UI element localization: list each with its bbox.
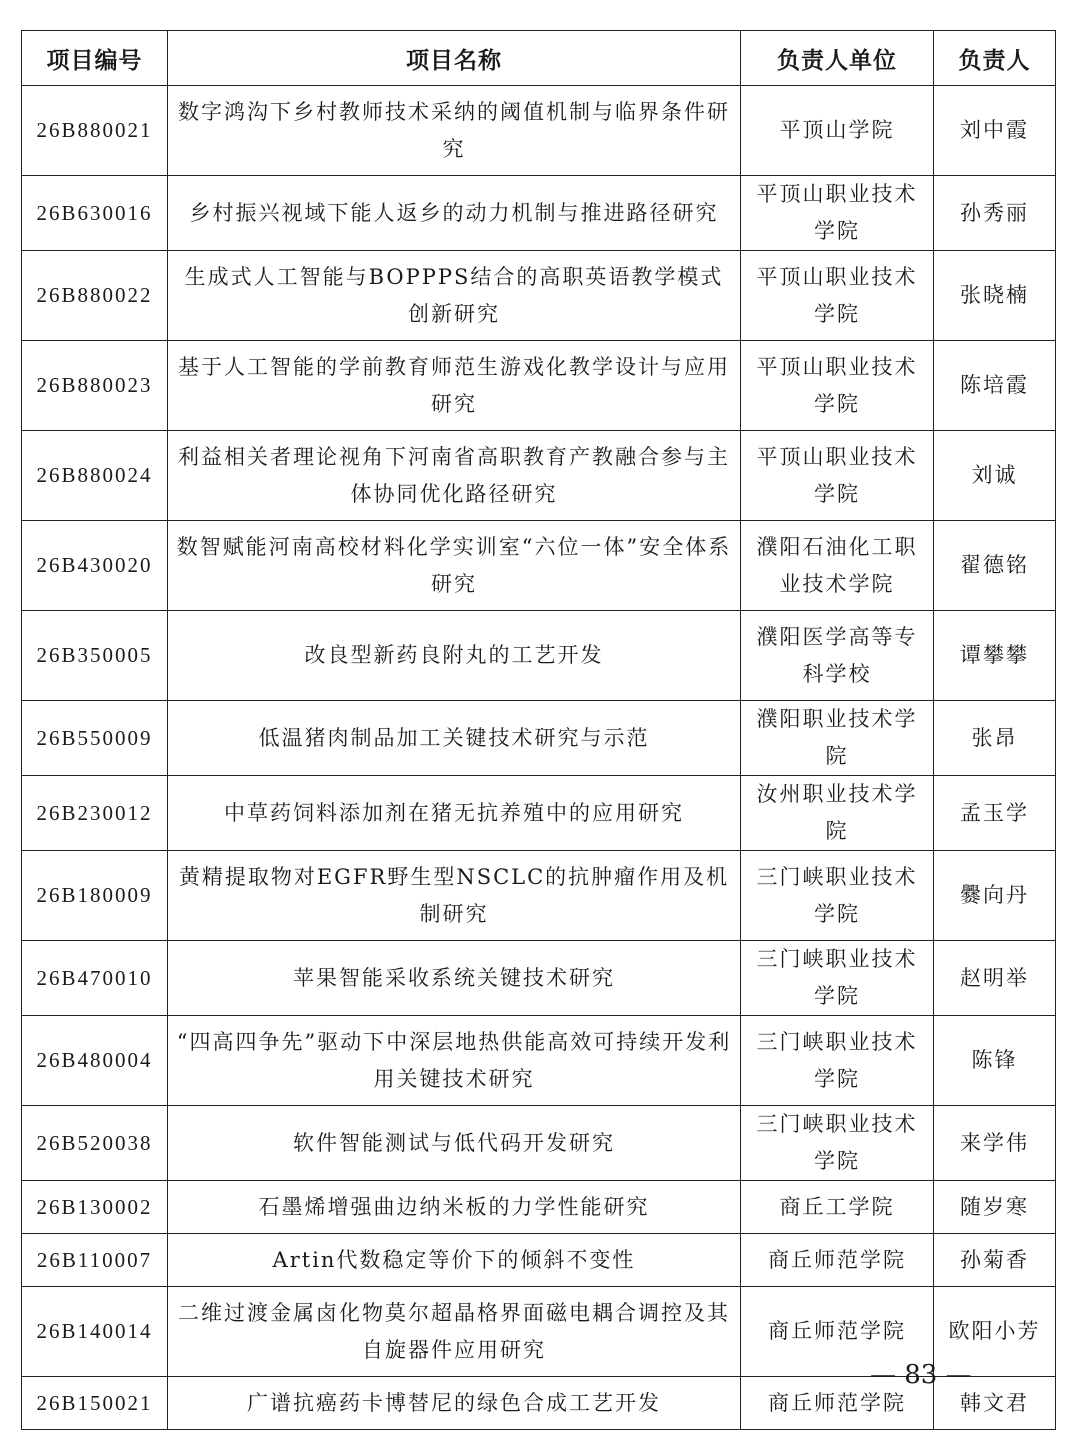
table-row — [22, 851, 1056, 941]
cell-project-name: “四高四争先”驱动下中深层地热供能高效可持续开发利用关键技术研究 — [168, 1016, 741, 1106]
cell-person: 孙秀丽 — [934, 176, 1056, 251]
cell-person: 孙菊香 — [934, 1234, 1056, 1287]
table-row — [22, 251, 1056, 341]
table-row — [22, 701, 1056, 776]
cell-project-code: 26B880023 — [22, 341, 168, 431]
cell-person: 陈锋 — [934, 1016, 1056, 1106]
header-project-name: 项目名称 — [168, 31, 741, 86]
cell-project-code: 26B880021 — [22, 86, 168, 176]
cell-project-name: 二维过渡金属卤化物莫尔超晶格界面磁电耦合调控及其自旋器件应用研究 — [168, 1287, 741, 1377]
page-number: — 83 — — [870, 1360, 972, 1390]
table-row — [22, 431, 1056, 521]
cell-project-code: 26B630016 — [22, 176, 168, 251]
cell-person: 欧阳小芳 — [934, 1287, 1056, 1377]
table-row — [22, 941, 1056, 1016]
cell-project-name: 中草药饲料添加剂在猪无抗养殖中的应用研究 — [168, 776, 741, 851]
cell-project-code: 26B110007 — [22, 1234, 168, 1287]
table-row — [22, 176, 1056, 251]
header-project-code: 项目编号 — [22, 31, 168, 86]
cell-project-name: 广谱抗癌药卡博替尼的绿色合成工艺开发 — [168, 1377, 741, 1430]
cell-organization: 商丘工学院 — [741, 1181, 934, 1234]
project-table — [21, 30, 1056, 1430]
table-row — [22, 86, 1056, 176]
cell-project-code: 26B140014 — [22, 1287, 168, 1377]
table-row — [22, 341, 1056, 431]
cell-project-name: 利益相关者理论视角下河南省高职教育产教融合参与主体协同优化路径研究 — [168, 431, 741, 521]
cell-project-code: 26B880024 — [22, 431, 168, 521]
cell-project-code: 26B180009 — [22, 851, 168, 941]
cell-person: 张昂 — [934, 701, 1056, 776]
cell-project-code: 26B430020 — [22, 521, 168, 611]
cell-project-code: 26B350005 — [22, 611, 168, 701]
cell-organization: 商丘师范学院 — [741, 1287, 934, 1377]
cell-organization: 平顶山职业技术学院 — [741, 176, 934, 251]
table-row — [22, 776, 1056, 851]
cell-person: 谭攀攀 — [934, 611, 1056, 701]
cell-project-name: 黄精提取物对EGFR野生型NSCLC的抗肿瘤作用及机制研究 — [168, 851, 741, 941]
header-person: 负责人 — [934, 31, 1056, 86]
cell-organization: 平顶山职业技术学院 — [741, 341, 934, 431]
table-row — [22, 611, 1056, 701]
cell-person: 爨向丹 — [934, 851, 1056, 941]
cell-organization: 汝州职业技术学院 — [741, 776, 934, 851]
cell-person: 随岁寒 — [934, 1181, 1056, 1234]
cell-organization: 濮阳石油化工职业技术学院 — [741, 521, 934, 611]
cell-project-code: 26B150021 — [22, 1377, 168, 1430]
table-row — [22, 521, 1056, 611]
cell-organization: 平顶山职业技术学院 — [741, 431, 934, 521]
cell-organization: 濮阳医学高等专科学校 — [741, 611, 934, 701]
cell-person: 刘诚 — [934, 431, 1056, 521]
cell-project-name: 生成式人工智能与BOPPPS结合的高职英语教学模式创新研究 — [168, 251, 741, 341]
cell-project-name: 数字鸿沟下乡村教师技术采纳的阈值机制与临界条件研究 — [168, 86, 741, 176]
cell-person: 孟玉学 — [934, 776, 1056, 851]
cell-project-name: 石墨烯增强曲边纳米板的力学性能研究 — [168, 1181, 741, 1234]
cell-project-name: Artin代数稳定等价下的倾斜不变性 — [168, 1234, 741, 1287]
cell-person: 刘中霞 — [934, 86, 1056, 176]
cell-organization: 平顶山职业技术学院 — [741, 251, 934, 341]
cell-person: 翟德铭 — [934, 521, 1056, 611]
cell-project-name: 苹果智能采收系统关键技术研究 — [168, 941, 741, 1016]
cell-organization: 三门峡职业技术学院 — [741, 1016, 934, 1106]
cell-person: 陈培霞 — [934, 341, 1056, 431]
cell-project-code: 26B230012 — [22, 776, 168, 851]
table-row — [22, 1181, 1056, 1234]
cell-project-name: 低温猪肉制品加工关键技术研究与示范 — [168, 701, 741, 776]
cell-project-name: 乡村振兴视域下能人返乡的动力机制与推进路径研究 — [168, 176, 741, 251]
cell-project-code: 26B880022 — [22, 251, 168, 341]
cell-project-name: 基于人工智能的学前教育师范生游戏化教学设计与应用研究 — [168, 341, 741, 431]
cell-person: 张晓楠 — [934, 251, 1056, 341]
cell-project-name: 改良型新药良附丸的工艺开发 — [168, 611, 741, 701]
cell-organization: 三门峡职业技术学院 — [741, 1106, 934, 1181]
cell-organization: 商丘师范学院 — [741, 1234, 934, 1287]
table-row — [22, 1106, 1056, 1181]
table-row — [22, 1234, 1056, 1287]
cell-project-code: 26B520038 — [22, 1106, 168, 1181]
cell-project-code: 26B480004 — [22, 1016, 168, 1106]
cell-project-name: 数智赋能河南高校材料化学实训室“六位一体”安全体系研究 — [168, 521, 741, 611]
cell-organization: 三门峡职业技术学院 — [741, 941, 934, 1016]
cell-project-code: 26B470010 — [22, 941, 168, 1016]
header-organization: 负责人单位 — [741, 31, 934, 86]
table-row — [22, 1016, 1056, 1106]
cell-organization: 濮阳职业技术学院 — [741, 701, 934, 776]
cell-person: 赵明举 — [934, 941, 1056, 1016]
cell-organization: 三门峡职业技术学院 — [741, 851, 934, 941]
cell-project-code: 26B550009 — [22, 701, 168, 776]
table-header-row — [22, 31, 1056, 86]
cell-project-code: 26B130002 — [22, 1181, 168, 1234]
cell-person: 韩文君 — [934, 1377, 1056, 1430]
cell-person: 来学伟 — [934, 1106, 1056, 1181]
cell-organization: 商丘师范学院 — [741, 1377, 934, 1430]
cell-project-name: 软件智能测试与低代码开发研究 — [168, 1106, 741, 1181]
cell-organization: 平顶山学院 — [741, 86, 934, 176]
